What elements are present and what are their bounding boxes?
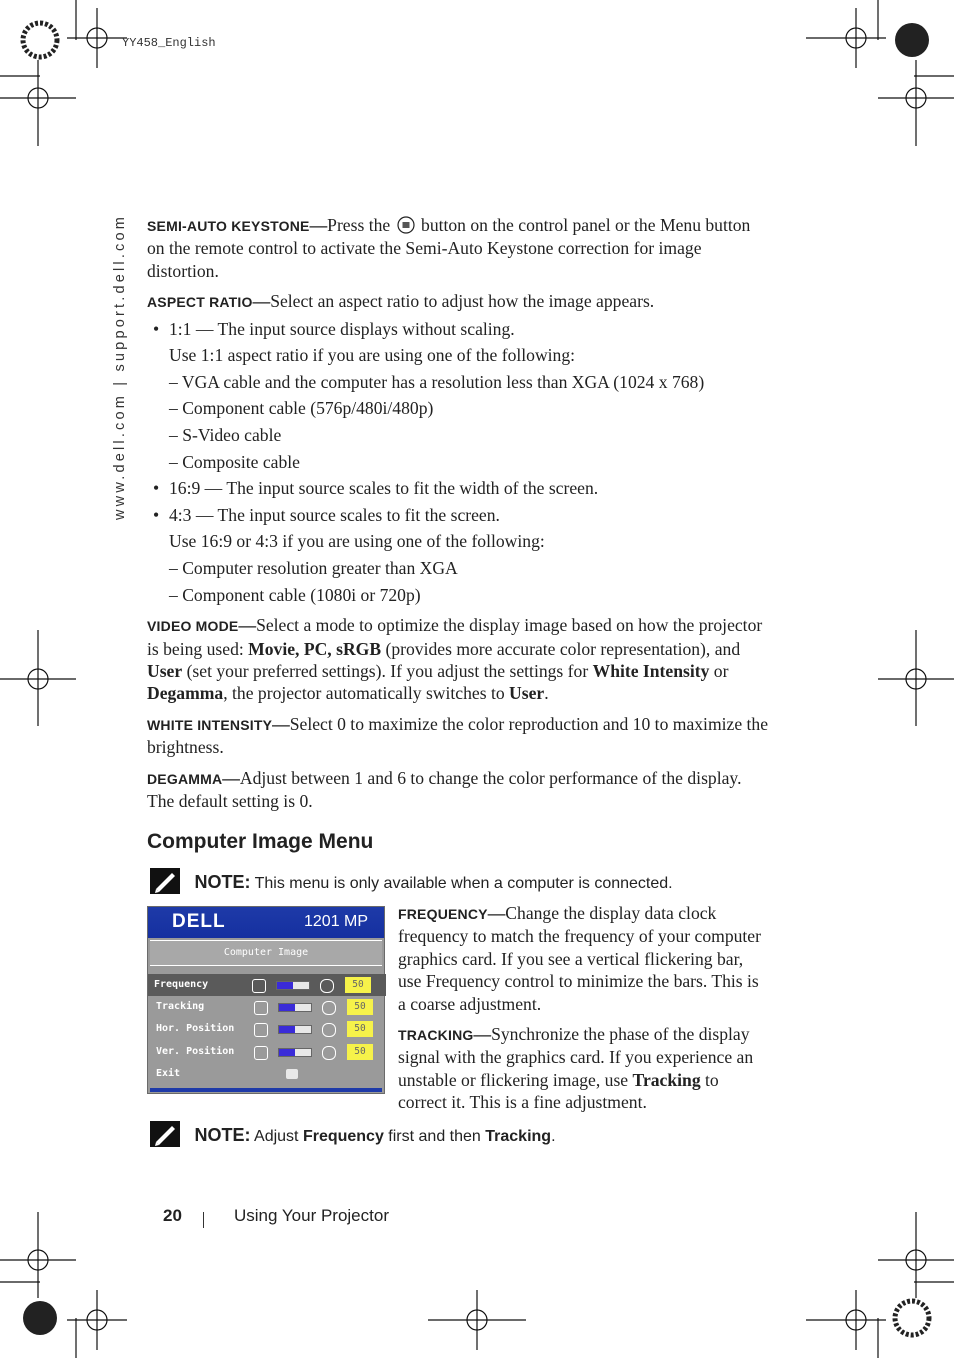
frequency-paragraph: FREQUENCY—Change the display data clock frequency to match the frequency of your computer graphics card. If you see a vertical flickering bar, use Frequency control to minimize the bars. This is a coarse adjustment. — [398, 903, 761, 1014]
list-item: • 1:1 — The input source displays without scaling. — [153, 318, 515, 339]
list-item: • 4:3 — The input source scales to fit the screen. — [153, 504, 500, 525]
semi-auto-keystone-paragraph: SEMI-AUTO KEYSTONE—Press the button on the control panel or the Menu button on the remote control to activate the Semi-Auto Keystone correction for image distortion. — [147, 215, 751, 281]
list-item: – Computer resolution greater than XGA — [169, 557, 458, 578]
term-frequency: FREQUENCY — [398, 906, 488, 922]
down-arrow-icon — [254, 1046, 268, 1060]
osd-row-hor-position[interactable]: Hor. Position 50 — [150, 1018, 382, 1040]
osd-model: 1201 MP — [304, 913, 369, 930]
computer-image-osd — [147, 906, 385, 1094]
video-mode-paragraph: VIDEO MODE—Select a mode to optimize the display image based on how the projector is being used: Movie, PC, sRGB (provides more accurate color representation), and User (set your preferred settings). If you adjust the settings for White Intensity or Degamma, the projector automatically switches to User. — [147, 615, 763, 704]
list-item: – S-Video cable — [169, 425, 282, 445]
osd-row-ver-position[interactable]: Ver. Position 50 — [150, 1041, 382, 1063]
osd-row-exit[interactable]: Exit — [150, 1063, 382, 1085]
term-video-mode: VIDEO MODE — [147, 618, 239, 635]
osd-header — [148, 907, 384, 938]
tracking-paragraph: TRACKING—Synchronize the phase of the display signal with the graphics card. If you experience an unstable or flickering image, use Tracking to correct it. This is a fine adjustment. — [398, 1024, 754, 1113]
minus-icon — [252, 979, 266, 993]
degamma-paragraph: DEGAMMA—Adjust between 1 and 6 to change the color performance of the display. The default setting is 0. — [147, 767, 742, 811]
footer-title: Using Your Projector — [234, 1206, 389, 1225]
term-degamma: DEGAMMA — [147, 770, 223, 787]
level-bar — [276, 981, 310, 990]
white-intensity-paragraph: WHITE INTENSITY—Select 0 to maximize the color reproduction and 10 to maximize the brightness. — [147, 713, 769, 758]
osd-title: Computer Image — [150, 940, 382, 966]
osd-row-tracking[interactable]: Tracking 50 — [150, 996, 382, 1018]
plus-icon — [320, 979, 334, 993]
minus-icon — [254, 1001, 268, 1015]
list-item: – Component cable (576p/480i/480p) — [169, 398, 434, 419]
aspect-ratio-list — [147, 316, 772, 609]
term-white-intensity: WHITE INTENSITY — [147, 716, 273, 733]
note-pencil-icon — [150, 868, 180, 894]
menu-button-icon — [397, 216, 415, 234]
side-url: www.dell.com | support.dell.com — [112, 213, 128, 520]
list-item: – Component cable (1080i or 720p) — [169, 584, 421, 605]
plus-icon — [322, 1001, 336, 1015]
term-semi-auto-keystone: SEMI-AUTO KEYSTONE — [147, 218, 310, 234]
left-arrow-icon — [254, 1023, 268, 1037]
list-item: – VGA cable and the computer has a resolution less than XGA (1024 x 768) — [169, 371, 705, 392]
list-item: – Composite cable — [169, 451, 300, 472]
dell-logo: DELL — [172, 911, 226, 932]
page-number: 20 — [163, 1206, 182, 1225]
content — [147, 214, 772, 820]
osd-value: 50 — [347, 1044, 373, 1060]
note-pencil-icon — [150, 1121, 180, 1147]
level-bar — [278, 1025, 312, 1034]
up-arrow-icon — [322, 1046, 336, 1060]
osd-value: 50 — [347, 999, 373, 1015]
osd-footer-bar — [150, 1088, 382, 1092]
section-title-computer-image-menu: Computer Image Menu — [147, 830, 374, 853]
right-arrow-icon — [322, 1023, 336, 1037]
list-item: • 16:9 — The input source scales to fit the width of the screen. — [153, 478, 599, 499]
term-tracking: TRACKING — [398, 1027, 474, 1044]
osd-descriptions — [398, 902, 770, 1122]
exit-icon — [286, 1069, 298, 1079]
osd-row-frequency[interactable]: Frequency 50 — [148, 974, 386, 996]
list-item: Use 16:9 or 4:3 if you are using one of the following: — [169, 531, 545, 552]
footer-divider — [203, 1212, 204, 1228]
list-item: Use 1:1 aspect ratio if you are using one of the following: — [169, 345, 576, 366]
term-aspect-ratio: ASPECT RATIO — [147, 294, 253, 311]
osd-value: 50 — [347, 1021, 373, 1037]
level-bar — [278, 1003, 312, 1012]
note-computer-connected: NOTE: This menu is only available when a computer is connected. — [150, 868, 770, 894]
osd-value: 50 — [345, 977, 371, 993]
document-code: YY458_English — [122, 36, 216, 50]
level-bar — [278, 1048, 312, 1057]
note-frequency-tracking: NOTE: Adjust Frequency first and then Tracking. — [150, 1121, 770, 1147]
aspect-ratio-paragraph: ASPECT RATIO—Select an aspect ratio to adjust how the image appears. — [147, 291, 655, 312]
